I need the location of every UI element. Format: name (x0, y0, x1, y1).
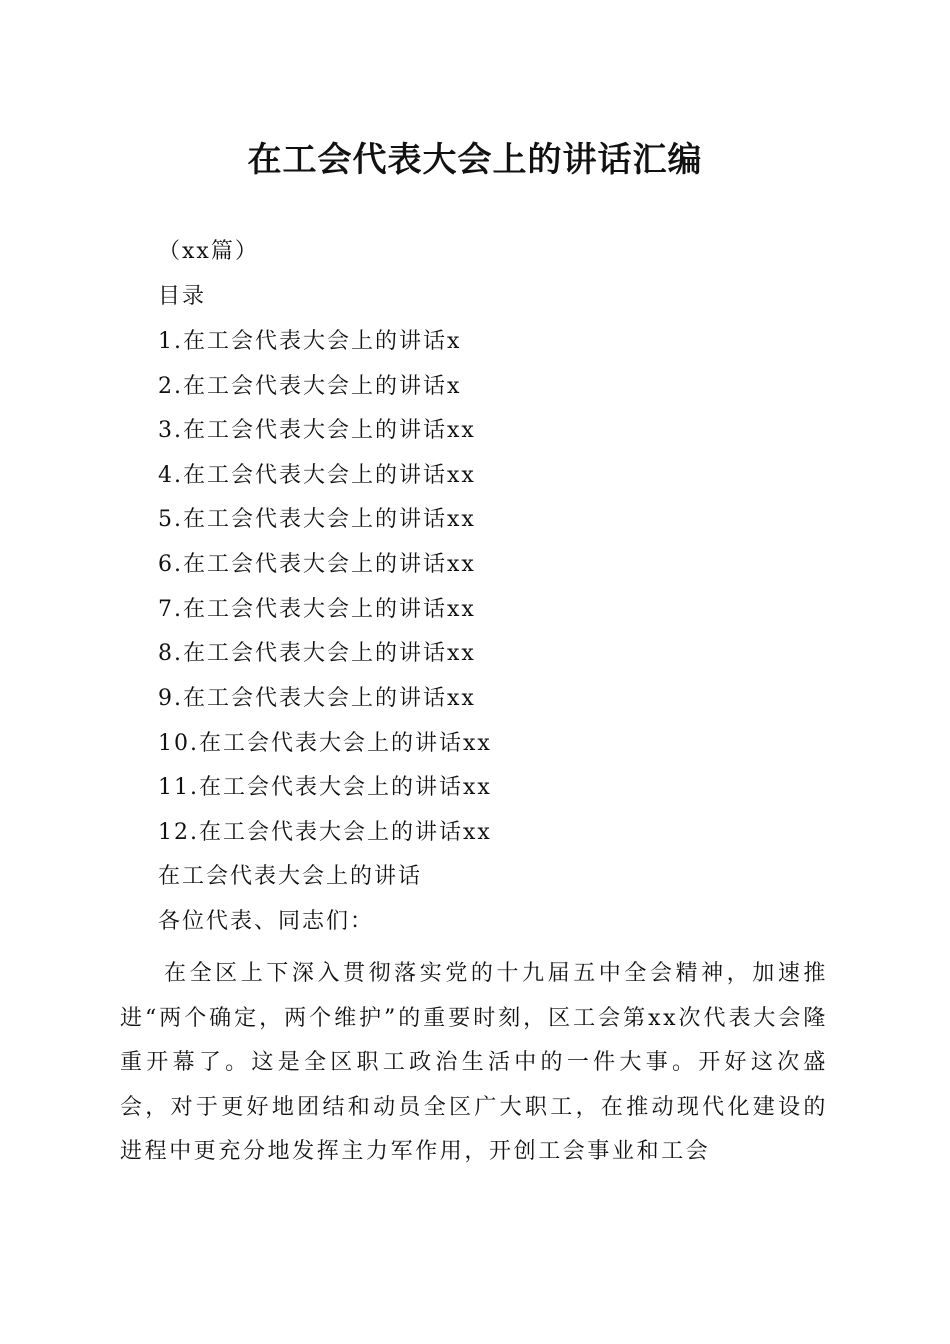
toc-item: 4.在工会代表大会上的讲话xx (158, 463, 476, 488)
toc-item: 7.在工会代表大会上的讲话xx (158, 597, 476, 622)
salutation: 各位代表、同志们： (158, 909, 375, 934)
toc-item: 6.在工会代表大会上的讲话xx (158, 552, 476, 577)
toc-item: 11.在工会代表大会上的讲话xx (158, 775, 492, 800)
toc-item: 9.在工会代表大会上的讲话xx (158, 686, 476, 711)
toc-item: 8.在工会代表大会上的讲话xx (158, 641, 476, 666)
toc-item: 12.在工会代表大会上的讲话xx (158, 820, 492, 845)
toc-heading: 目录 (158, 284, 207, 309)
section-title: 在工会代表大会上的讲话 (158, 864, 423, 889)
toc-item: 10.在工会代表大会上的讲话xx (158, 731, 492, 756)
toc-item: 2.在工会代表大会上的讲话x (158, 374, 462, 399)
toc-item: 1.在工会代表大会上的讲话x (158, 329, 462, 354)
toc-item: 3.在工会代表大会上的讲话xx (158, 418, 476, 443)
toc-item: 5.在工会代表大会上的讲话xx (158, 507, 476, 532)
document-title: 在工会代表大会上的讲话汇编 (247, 140, 703, 180)
body-paragraph: 在全区上下深入贯彻落实党的十九届五中全会精神，加速推进“两个确定，两个维护”的重要时刻，区工会第xx次代表大会隆重开幕了。这是全区职工政治生活中的一件大事。开好这次盛会，对于更好地团结和动员全区广大职工，在推动现代化建设的进程中更充分地发挥主力军作用，开创工会事业和工会 (120, 961, 828, 1165)
count-note: （xx篇） (158, 239, 259, 264)
